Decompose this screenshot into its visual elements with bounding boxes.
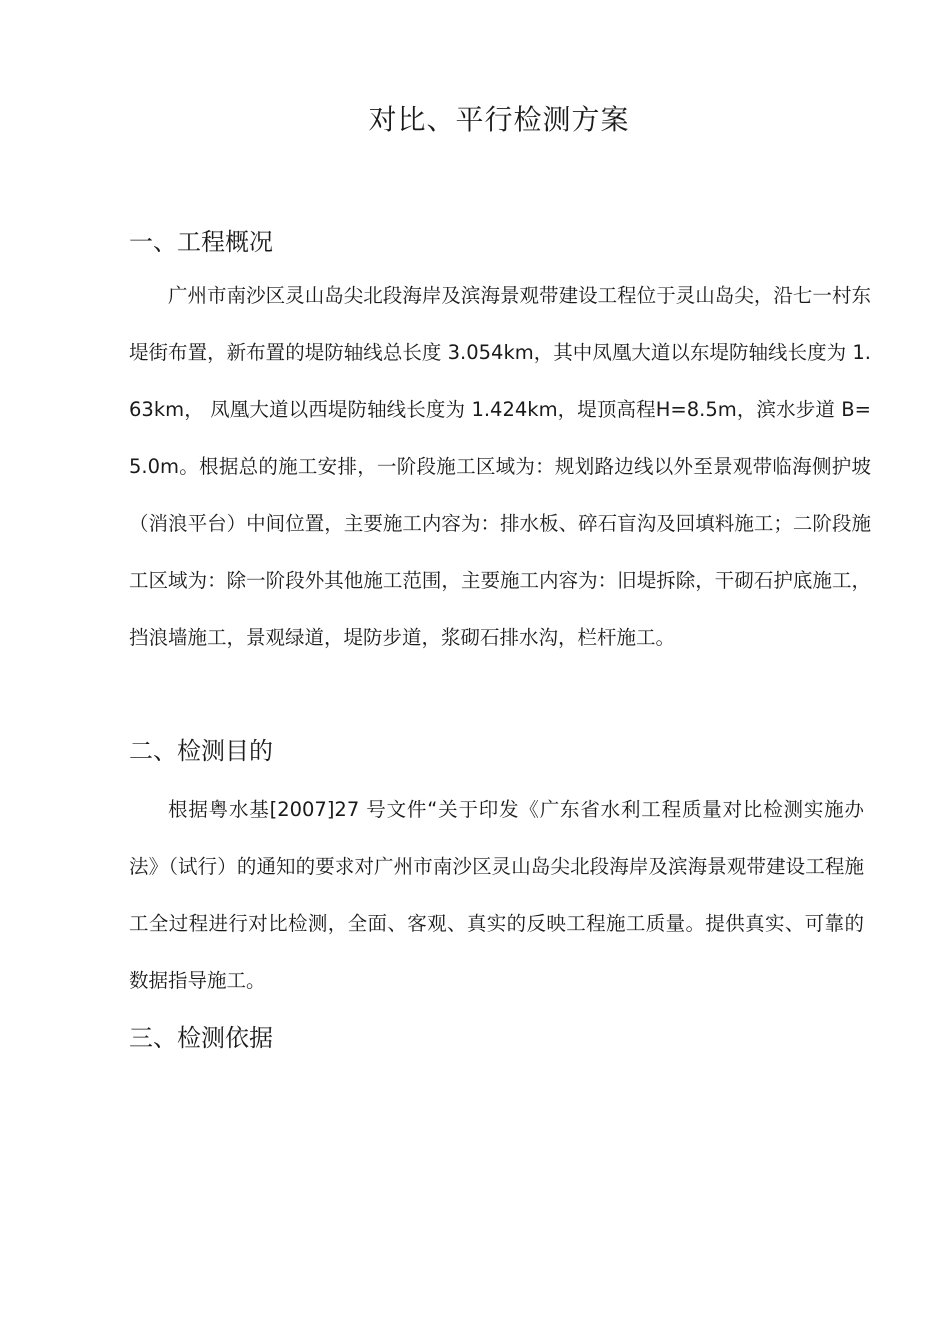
section-paragraph-purpose: 根据粤水基[2007]27 号文件“关于印发《广东省水利工程质量对比检测实施办法》（试行）的通知的要求对广州市南沙区灵山岛尖北段海岸及滨海景观带建设工程施工全过程进行对比检测，全面、客观、真实的反映工程施工质量。提供真实、可靠的数据指导施工。 [129, 798, 864, 992]
section-heading-basis: 三、检测依据 [129, 1024, 273, 1052]
document-title: 对比、平行检测方案 [368, 103, 630, 136]
section-heading-overview: 一、工程概况 [129, 228, 273, 256]
section-heading-purpose: 二、检测目的 [129, 737, 273, 765]
section-paragraph-overview: 广州市南沙区灵山岛尖北段海岸及滨海景观带建设工程位于灵山岛尖，沿七一村东堤街布置，新布置的堤防轴线总长度 3.054km，其中凤凰大道以东堤防轴线长度为 1.63km， 凤凰大道以西堤防轴线长度为 1.424km，堤顶高程H=8.5m，滨水步道 B=5.0m。根据总的施工安排，一阶段施工区域为：规划路边线以外至景观带临海侧护坡（消浪平台）中间位置，主要施工内容为：排水板、碎石盲沟及回填料施工；二阶段施工区域为：除一阶段外其他施工范围，主要施工内容为：旧堤拆除，干砌石护底施工，挡浪墙施工，景观绿道，堤防步道，浆砌石排水沟，栏杆施工。 [129, 284, 871, 649]
